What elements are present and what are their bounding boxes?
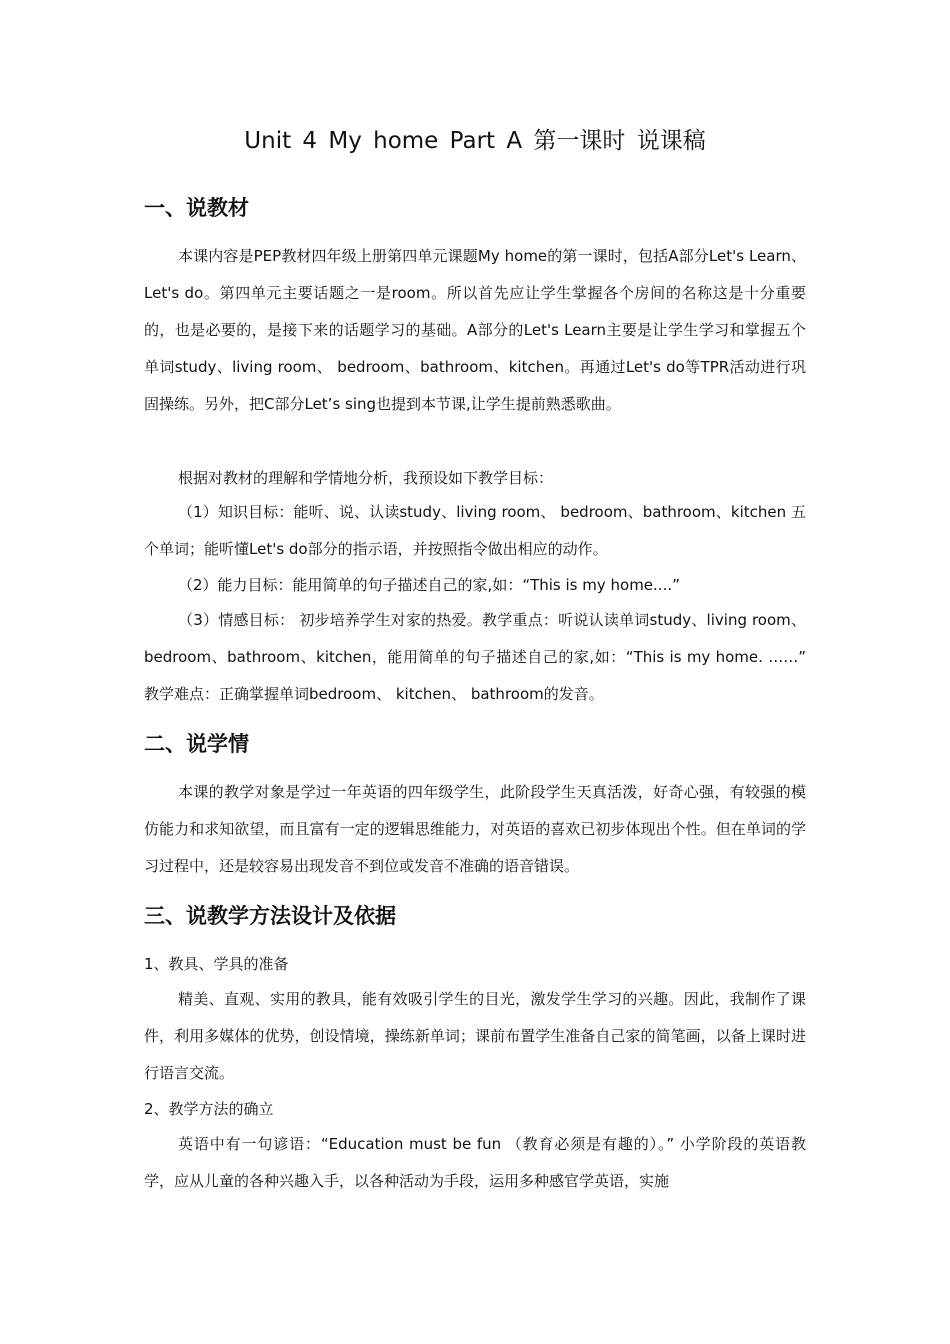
paragraph-textbook-intro: 本课内容是PEP教材四年级上册第四单元课题My home的第一课时，包括A部分Let's Learn、 Let's do。第四单元主要话题之一是room。所以首先应让学生掌握各个房间的名称这是十分重要的，也是必要的，是接下来的话题学习的基础。A部分的Let's Learn主要是让学生学习和掌握五个单词study、living room、 bedroom、bathroom、kitchen。再通过Let's do等TPR活动进行巩固操练。另外，把C部分Let’s sing也提到本节课,让学生提前熟悉歌曲。 <box>144 247 806 413</box>
section-heading-textbook: 一、说教材 <box>144 196 249 220</box>
subheading-materials: 1、教具、学具的准备 <box>144 955 289 973</box>
section-heading-students: 二、说学情 <box>144 732 249 756</box>
paragraph-method: 英语中有一句谚语：“Education must be fun （教育必须是有趣的）。” 小学阶段的英语教学，应从儿童的各种兴趣入手，以各种活动为手段，运用多种感官学英语，实施 <box>144 1135 806 1190</box>
paragraph-ability-goal: （2）能力目标：能用简单的句子描述自己的家,如：“This is my home....” <box>178 576 680 594</box>
document-title: Unit 4 My home Part A 第一课时 说课稿 <box>244 128 706 154</box>
section-heading-methods: 三、说教学方法设计及依据 <box>144 904 396 928</box>
paragraph-materials: 精美、直观、实用的教具，能有效吸引学生的目光，激发学生学习的兴趣。因此，我制作了课件，利用多媒体的优势，创设情境，操练新单词；课前布置学生准备自己家的简笔画，以备上课时进行语言交流。 <box>144 990 806 1082</box>
paragraph-goals-intro: 根据对教材的理解和学情地分析，我预设如下教学目标： <box>178 469 554 487</box>
subheading-method: 2、教学方法的确立 <box>144 1100 274 1118</box>
paragraph-knowledge-goal: （1）知识目标：能听、说、认读study、living room、 bedroom、bathroom、kitchen 五个单词；能听懂Let's do部分的指示语，并按照指令做出相应的动作。 <box>144 503 806 558</box>
paragraph-students: 本课的教学对象是学过一年英语的四年级学生，此阶段学生天真活泼，好奇心强，有较强的模仿能力和求知欲望，而且富有一定的逻辑思维能力，对英语的喜欢已初步体现出个性。但在单词的学习过程中，还是较容易出现发音不到位或发音不准确的语音错误。 <box>144 783 806 875</box>
paragraph-emotion-goal: （3）情感目标： 初步培养学生对家的热爱。教学重点：听说认读单词study、living room、 bedroom、bathroom、kitchen，能用简单的句子描述自己的家,如：“This is my home. ……” 教学难点：正确掌握单词bedroom、 kitchen、 bathroom的发音。 <box>144 611 806 703</box>
